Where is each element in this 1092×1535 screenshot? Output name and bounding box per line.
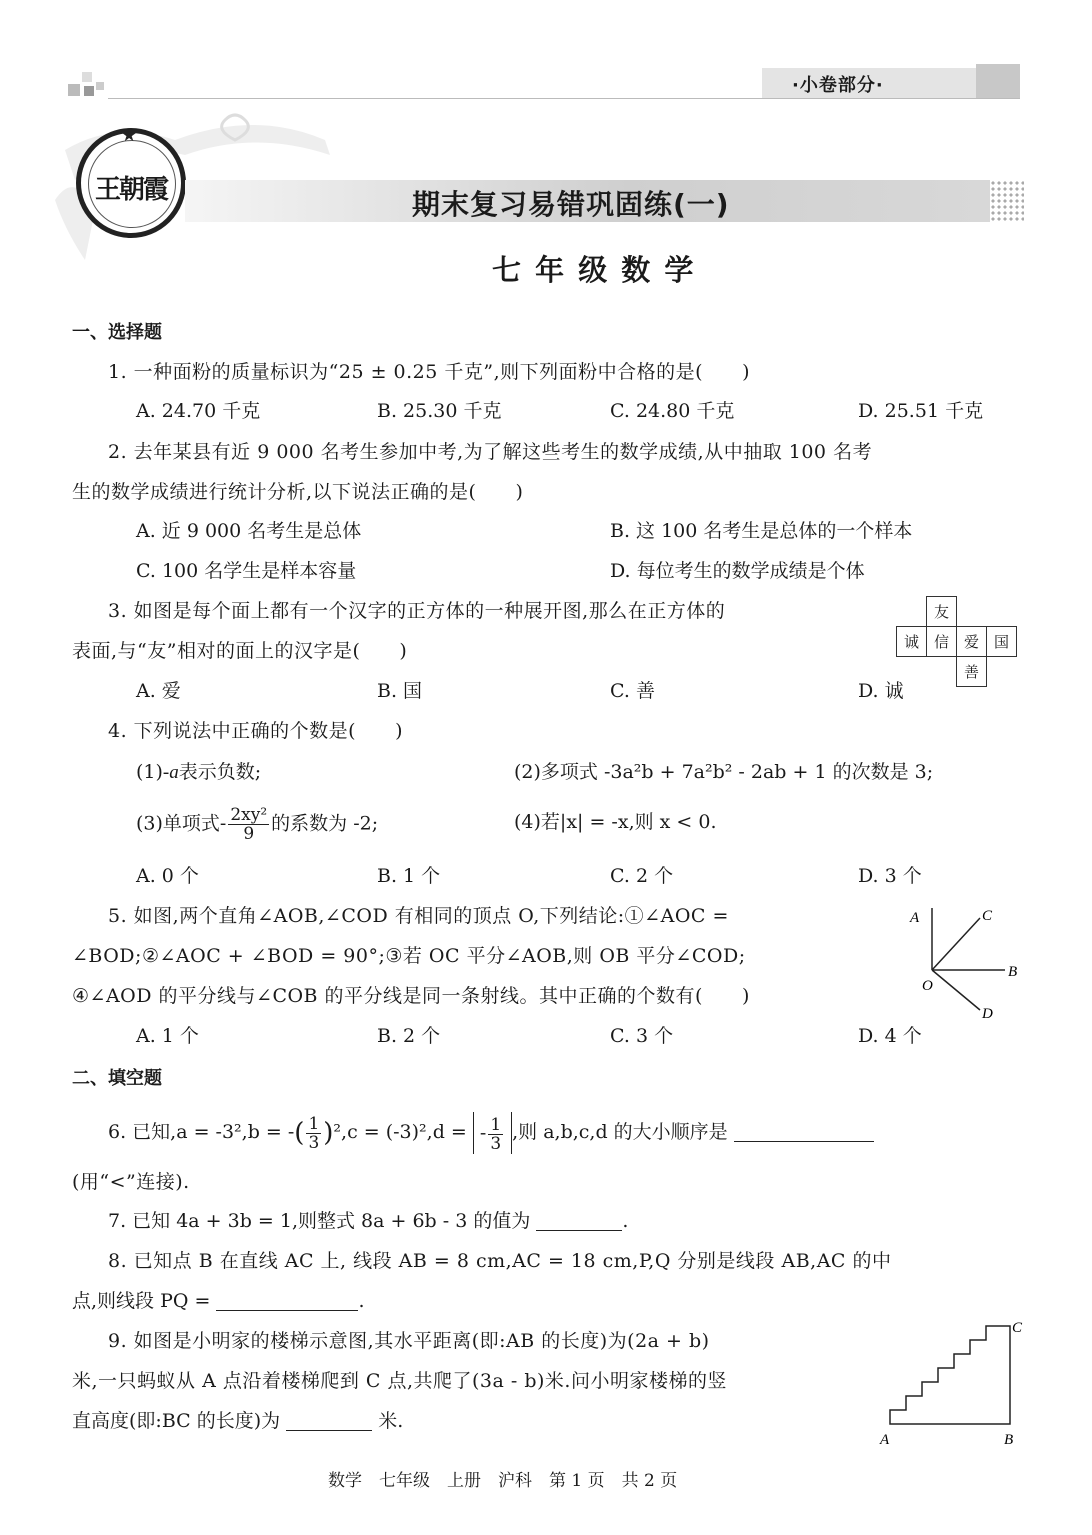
q2-option-c: C. 100 名学生是样本容量 xyxy=(136,560,357,582)
q4-statement-3: (3)单项式- $\frac{\text{2xy²}}{9}$ 的系数为 -2; xyxy=(136,805,379,844)
q5-option-c: C. 3 个 xyxy=(610,1025,674,1047)
label-C: C xyxy=(1012,1320,1023,1336)
logo-text: 王朝霞 xyxy=(95,175,168,205)
q5-stem-line3: ④∠AOD 的平分线与∠COB 的平分线是同一条射线。其中正确的个数有( ) xyxy=(72,985,750,1007)
q5-option-a: A. 1 个 xyxy=(136,1025,199,1047)
q4-option-d: D. 3 个 xyxy=(858,865,922,887)
page-subtitle: 七 年 级 数 学 xyxy=(492,253,696,287)
q4-option-c: C. 2 个 xyxy=(610,865,674,887)
q8-stem-line2: 点,则线段 PQ = . xyxy=(72,1290,365,1312)
q5-stem-line1: 5. 如图,两个直角∠AOB,∠COD 有相同的顶点 O,下列结论:①∠AOC = xyxy=(108,905,729,927)
net-cell-top: 友 xyxy=(927,597,957,627)
q4-statement-4: (4)若|x| = -x,则 x < 0. xyxy=(514,811,717,833)
q1-option-a: A. 24.70 千克 xyxy=(136,400,261,422)
section-heading-fill: 二、填空题 xyxy=(72,1068,162,1089)
page-title: 期末复习易错巩固练(一) xyxy=(412,188,730,221)
q2-stem-line1: 2. 去年某县有近 9 000 名考生参加中考,为了解这些考生的数学成绩,从中抽取 100 名考 xyxy=(108,441,873,463)
q3-option-d: D. 诚 xyxy=(858,680,904,702)
label-B: B xyxy=(1004,1432,1014,1448)
q5-option-b: B. 2 个 xyxy=(377,1025,441,1047)
q4-statement-2: (2)多项式 -3a²b + 7a²b² - 2ab + 1 的次数是 3; xyxy=(514,761,934,783)
header-rule xyxy=(108,98,1020,99)
q9-stem-line2: 米,一只蚂蚁从 A 点沿着楼梯爬到 C 点,共爬了(3a - b)米.问小明家楼梯的竖 xyxy=(72,1370,727,1392)
q3-stem-line1: 3. 如图是每个面上都有一个汉字的正方体的一种展开图,那么在正方体的 xyxy=(108,600,726,622)
angle-figure xyxy=(900,900,1025,1025)
brand-logo: ★ 王朝霞 xyxy=(76,128,186,238)
q3-stem-line2: 表面,与“友”相对的面上的汉字是( ) xyxy=(72,640,408,662)
label-O: O xyxy=(922,978,933,994)
q1-option-b: B. 25.30 千克 xyxy=(377,400,502,422)
q1-option-d: D. 25.51 千克 xyxy=(858,400,984,422)
net-cell-bottom: 善 xyxy=(957,657,987,687)
q6-stem-line2: (用“<”连接). xyxy=(72,1171,190,1193)
q3-option-c: C. 善 xyxy=(610,680,655,702)
label-A: A xyxy=(910,910,920,926)
q7-stem: 7. 已知 4a + 3b = 1,则整式 8a + 6b - 3 的值为 . xyxy=(108,1210,629,1232)
q9-stem-line3: 直高度(即:BC 的长度)为 米. xyxy=(72,1410,404,1432)
q1-option-c: C. 24.80 千克 xyxy=(610,400,735,422)
q2-option-a: A. 近 9 000 名考生是总体 xyxy=(136,520,362,542)
q3-option-a: A. 爱 xyxy=(136,680,181,702)
q4-option-a: A. 0 个 xyxy=(136,865,199,887)
cube-net-figure xyxy=(896,596,1017,687)
q5-option-d: D. 4 个 xyxy=(858,1025,922,1047)
corner-squares-decoration xyxy=(68,72,108,102)
q4-stem: 4. 下列说法中正确的个数是( ) xyxy=(108,720,403,742)
q1-stem: 1. 一种面粉的质量标识为“25 ± 0.25 千克”,则下列面粉中合格的是( ) xyxy=(108,361,750,383)
net-cell-2: 信 xyxy=(927,627,957,657)
q6-stem: 6. 已知,a = -3²,b = -( $\frac{1}{3}$ )²,c = (-3)²,d = - $\frac{1}{3}$ ,则 a,b,c,d 的大小顺序是 xyxy=(108,1112,874,1154)
q2-stem-line2: 生的数学成绩进行统计分析,以下说法正确的是( ) xyxy=(72,481,524,503)
section-tag: ·小卷部分· xyxy=(792,75,884,96)
section-heading-choice: 一、选择题 xyxy=(72,322,162,343)
net-cell-3: 爱 xyxy=(957,627,987,657)
q2-option-d: D. 每位考生的数学成绩是个体 xyxy=(610,560,865,582)
net-cell-4: 国 xyxy=(987,627,1017,657)
label-C: C xyxy=(982,908,993,924)
label-D: D xyxy=(982,1006,993,1022)
q3-option-b: B. 国 xyxy=(377,680,423,702)
q2-option-b: B. 这 100 名考生是总体的一个样本 xyxy=(610,520,913,542)
dots-decoration xyxy=(990,180,1024,222)
label-B: B xyxy=(1008,964,1018,980)
section-tag-box xyxy=(762,68,1020,98)
label-A: A xyxy=(880,1432,890,1448)
q4-statement-1: (1)-a表示负数; xyxy=(136,761,262,783)
staircase-figure xyxy=(876,1316,1026,1451)
page-footer: 数学 七年级 上册 沪科 第 1 页 共 2 页 xyxy=(328,1471,678,1491)
net-cell-1: 诚 xyxy=(897,627,927,657)
q8-stem-line1: 8. 已知点 B 在直线 AC 上, 线段 AB = 8 cm,AC = 18 cm,P,Q 分别是线段 AB,AC 的中 xyxy=(108,1250,892,1272)
q9-stem-line1: 9. 如图是小明家的楼梯示意图,其水平距离(即:AB 的长度)为(2a + b) xyxy=(108,1330,710,1352)
q4-option-b: B. 1 个 xyxy=(377,865,441,887)
q5-stem-line2: ∠BOD;②∠AOC + ∠BOD = 90°;③若 OC 平分∠AOB,则 OB 平分∠COD; xyxy=(72,945,746,967)
